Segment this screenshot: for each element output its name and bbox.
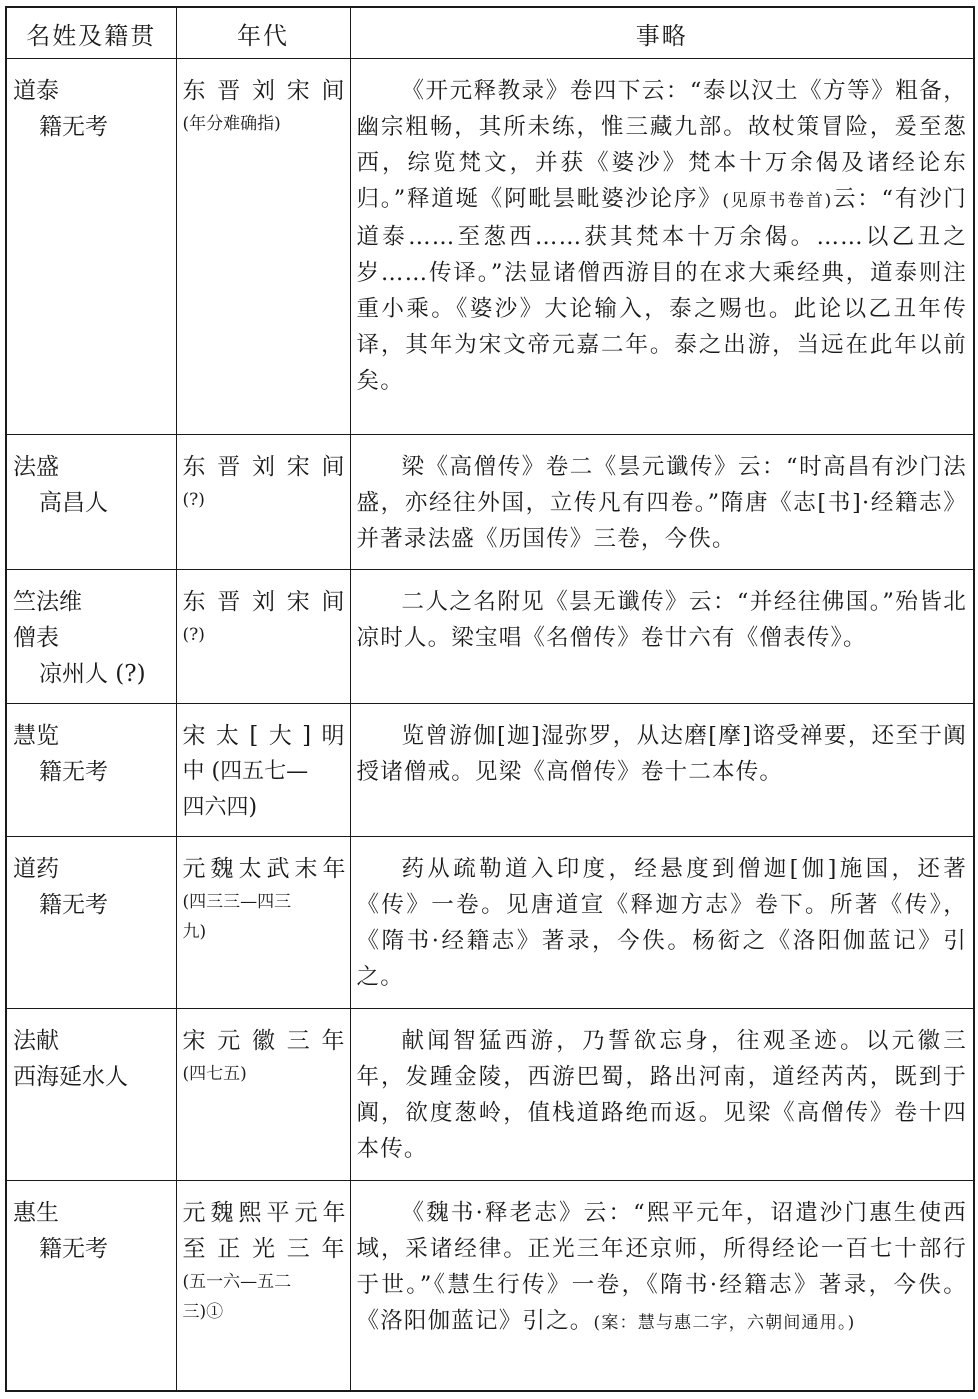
name-cell bbox=[6, 435, 176, 570]
era-cell bbox=[176, 570, 350, 704]
era-title: 东晋刘宋间 bbox=[182, 78, 346, 104]
monk-origin: 西海延水人 bbox=[13, 1064, 128, 1090]
era-note: (?) bbox=[182, 490, 205, 510]
monk-name-2: 僧表 bbox=[13, 625, 59, 651]
header-name-origin: 名姓及籍贯 bbox=[6, 7, 176, 59]
monk-name: 道药 bbox=[13, 856, 59, 882]
summary-cell bbox=[350, 59, 974, 435]
era-title: 东晋刘宋间 bbox=[182, 589, 346, 615]
monk-name: 法献 bbox=[13, 1028, 59, 1054]
monk-name: 竺法维 bbox=[13, 589, 82, 615]
records-table bbox=[5, 6, 975, 1392]
summary-note: (案：慧与惠二字，六朝间通用。) bbox=[593, 1313, 856, 1333]
header-summary: 事略 bbox=[350, 7, 974, 59]
table-row bbox=[6, 704, 974, 837]
table-row bbox=[6, 435, 974, 570]
table-row bbox=[6, 1181, 974, 1391]
monk-origin: 籍无考 bbox=[39, 1236, 108, 1262]
era-title: 元魏熙平元年 bbox=[182, 1200, 346, 1226]
era-title: 宋元徽三年 bbox=[182, 1028, 346, 1054]
summary-text: 献闻智猛西游，乃誓欲忘身，往观圣迹。以元徽三年，发踵金陵，西游巴蜀，路出河南，道经芮芮，既到于阗，欲度葱岭，值栈道路绝而返。见梁《高僧传》卷十四本传。 bbox=[356, 1028, 967, 1162]
era-note: (年分难确指) bbox=[182, 114, 281, 134]
era-cell bbox=[176, 837, 350, 1009]
monk-name: 道泰 bbox=[13, 78, 59, 104]
era-title: 宋太[大]明 bbox=[182, 723, 346, 749]
name-cell bbox=[6, 704, 176, 837]
name-cell bbox=[6, 1181, 176, 1391]
monk-name: 慧览 bbox=[13, 723, 59, 749]
name-cell bbox=[6, 837, 176, 1009]
era-title-2: 至正光三年 bbox=[182, 1236, 346, 1262]
table-row bbox=[6, 1009, 974, 1181]
monk-origin: 籍无考 bbox=[39, 759, 108, 785]
era-note: (四三三—四三 九) bbox=[182, 892, 292, 942]
monk-origin: 籍无考 bbox=[39, 114, 108, 140]
summary-text: 《开元释教录》卷四下云：“泰以汉土《方等》粗备，幽宗粗畅，其所未练，惟三藏九部。故杖策冒险，爰至葱西，综览梵文，并获《婆沙》梵本十万余偈及诸经论东归。”释道埏《阿毗昙毗婆沙论序》 bbox=[356, 78, 967, 212]
name-cell bbox=[6, 59, 176, 435]
summary-note: (见原书卷首) bbox=[722, 191, 833, 211]
era-note: 中 (四五七— 四六四) bbox=[182, 759, 309, 820]
table-row bbox=[6, 570, 974, 704]
summary-text: 《魏书·释老志》云：“熙平元年，诏遣沙门惠生使西域，采诸经律。正光三年还京师，所得经论一百七十部行于世。”《慧生行传》一卷，《隋书·经籍志》著录，今佚。《洛阳伽蓝记》引之。 bbox=[356, 1200, 967, 1334]
summary-cell bbox=[350, 837, 974, 1009]
table-row bbox=[6, 59, 974, 435]
name-cell bbox=[6, 570, 176, 704]
summary-text: 二人之名附见《昙无谶传》云：“并经往佛国。”殆皆北凉时人。梁宝唱《名僧传》卷廿六有《僧表传》。 bbox=[356, 589, 967, 651]
monk-origin: 高昌人 bbox=[39, 490, 108, 516]
summary-cell bbox=[350, 1009, 974, 1181]
era-cell bbox=[176, 1009, 350, 1181]
header-row bbox=[6, 7, 974, 59]
era-title: 东晋刘宋间 bbox=[182, 454, 346, 480]
summary-cell bbox=[350, 704, 974, 837]
name-cell bbox=[6, 1009, 176, 1181]
summary-cell bbox=[350, 1181, 974, 1391]
summary-text: 梁《高僧传》卷二《昙元谶传》云：“时高昌有沙门法盛，亦经往外国，立传凡有四卷。”隋唐《志[书]·经籍志》并著录法盛《历国传》三卷，今佚。 bbox=[356, 454, 967, 552]
monk-origin: 凉州人 (?) bbox=[39, 661, 146, 687]
header-era: 年代 bbox=[176, 7, 350, 59]
era-cell bbox=[176, 59, 350, 435]
era-cell bbox=[176, 1181, 350, 1391]
era-note: (四七五) bbox=[182, 1064, 247, 1084]
table-row bbox=[6, 837, 974, 1009]
monk-name: 法盛 bbox=[13, 454, 59, 480]
monk-name: 惠生 bbox=[13, 1200, 59, 1226]
summary-cell bbox=[350, 435, 974, 570]
summary-text-cont: 云：“有沙门道泰……至葱西……获其梵本十万余偈。……以乙丑之岁……传译。”法显诸僧西游目的在求大乘经典，道泰则注重小乘。《婆沙》大论输入，泰之赐也。此论以乙丑年传译，其年为宋文帝元嘉二年。泰之出游，当远在此年以前矣。 bbox=[356, 186, 967, 394]
era-note: (五一六—五二 三)① bbox=[182, 1272, 292, 1322]
summary-text: 览曾游伽[迦]湿弥罗，从达磨[摩]谘受禅要，还至于阗授诸僧戒。见梁《高僧传》卷十二本传。 bbox=[356, 723, 967, 785]
era-title: 元魏太武末年 bbox=[182, 856, 346, 882]
summary-cell bbox=[350, 570, 974, 704]
era-cell bbox=[176, 435, 350, 570]
era-cell bbox=[176, 704, 350, 837]
era-note: (?) bbox=[182, 625, 205, 645]
monk-origin: 籍无考 bbox=[39, 892, 108, 918]
summary-text: 药从疏勒道入印度，经悬度到僧迦[伽]施国，还著《传》一卷。见唐道宣《释迦方志》卷下。所著《传》，《隋书·经籍志》著录，今佚。杨衒之《洛阳伽蓝记》引之。 bbox=[356, 856, 967, 990]
